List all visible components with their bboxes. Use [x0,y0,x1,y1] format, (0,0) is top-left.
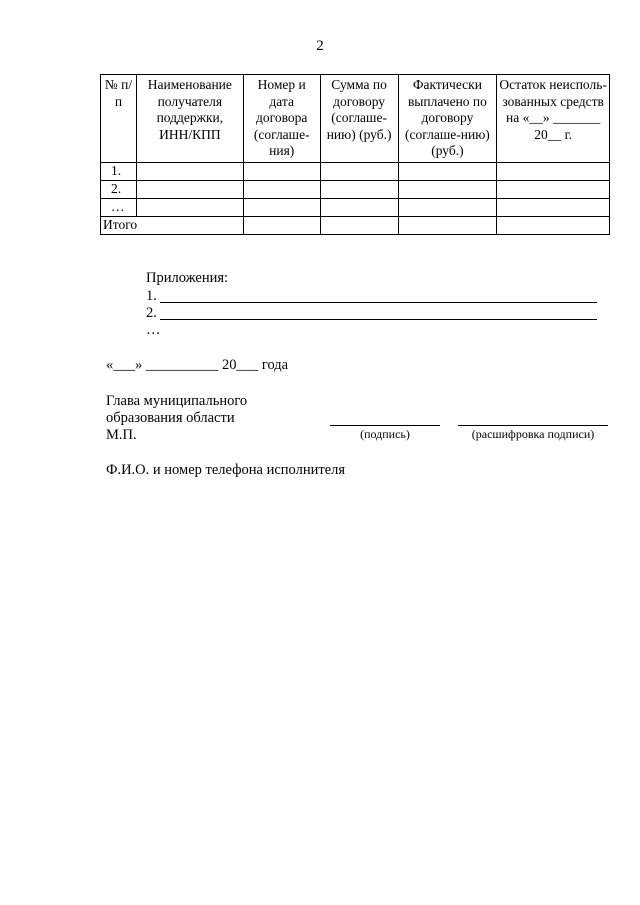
date-line: «___» __________ 20___ года [106,357,289,373]
row-number: 2. [101,180,137,198]
table-header-row [101,75,610,163]
header-recipient: Наименование получателя поддержки, ИНН/КПП [136,75,243,163]
table-cell [398,216,497,234]
decoding-caption: (расшифровка подписи) [471,427,595,441]
signature-line [330,425,440,426]
page-number: 2 [316,38,324,54]
signature-caption: (подпись) [360,427,410,441]
table-cell [320,216,398,234]
stamp-label: М.П. [106,427,137,443]
attachment-item-ellipsis: … [146,322,161,338]
row-number: … [101,198,137,216]
table-cell [497,162,610,180]
position-title-line1: Глава муниципального [106,393,248,409]
attachment-item-number: 1. [146,288,157,304]
attachment-item-number: 2. [146,305,157,321]
total-label: Итого [101,216,244,234]
position-title-line2: образования области [106,410,235,426]
table-cell [398,180,497,198]
header-remainder: Остаток неисполь-зованных средств на «__» _______ 20__ г. [497,75,610,163]
table-cell [497,216,610,234]
header-amount: Сумма по договору (соглаше-нию) (руб.) [320,75,398,163]
header-contract: Номер и дата договора (соглаше-ния) [243,75,320,163]
table-cell [243,216,320,234]
decoding-line [458,425,608,426]
table-cell [243,198,320,216]
header-number: № п/п [101,75,137,163]
table-cell [136,198,243,216]
table-cell [497,198,610,216]
report-table [100,74,610,235]
table-row [101,180,610,198]
table-cell [320,180,398,198]
table-cell [136,162,243,180]
table-row [101,198,610,216]
attachment-item-line [160,288,597,303]
table-cell [243,162,320,180]
table-cell [497,180,610,198]
table-cell [136,180,243,198]
row-number: 1. [101,162,137,180]
table-cell [398,162,497,180]
table-total-row [101,216,610,234]
table-cell [320,198,398,216]
header-paid: Фактически выплачено по договору (соглаше-нию) (руб.) [398,75,497,163]
table-cell [243,180,320,198]
table-cell [320,162,398,180]
attachments-title: Приложения: [146,270,229,286]
table-cell [398,198,497,216]
attachment-item-line [160,305,597,320]
table-row [101,162,610,180]
executor-line: Ф.И.О. и номер телефона исполнителя [106,462,346,478]
